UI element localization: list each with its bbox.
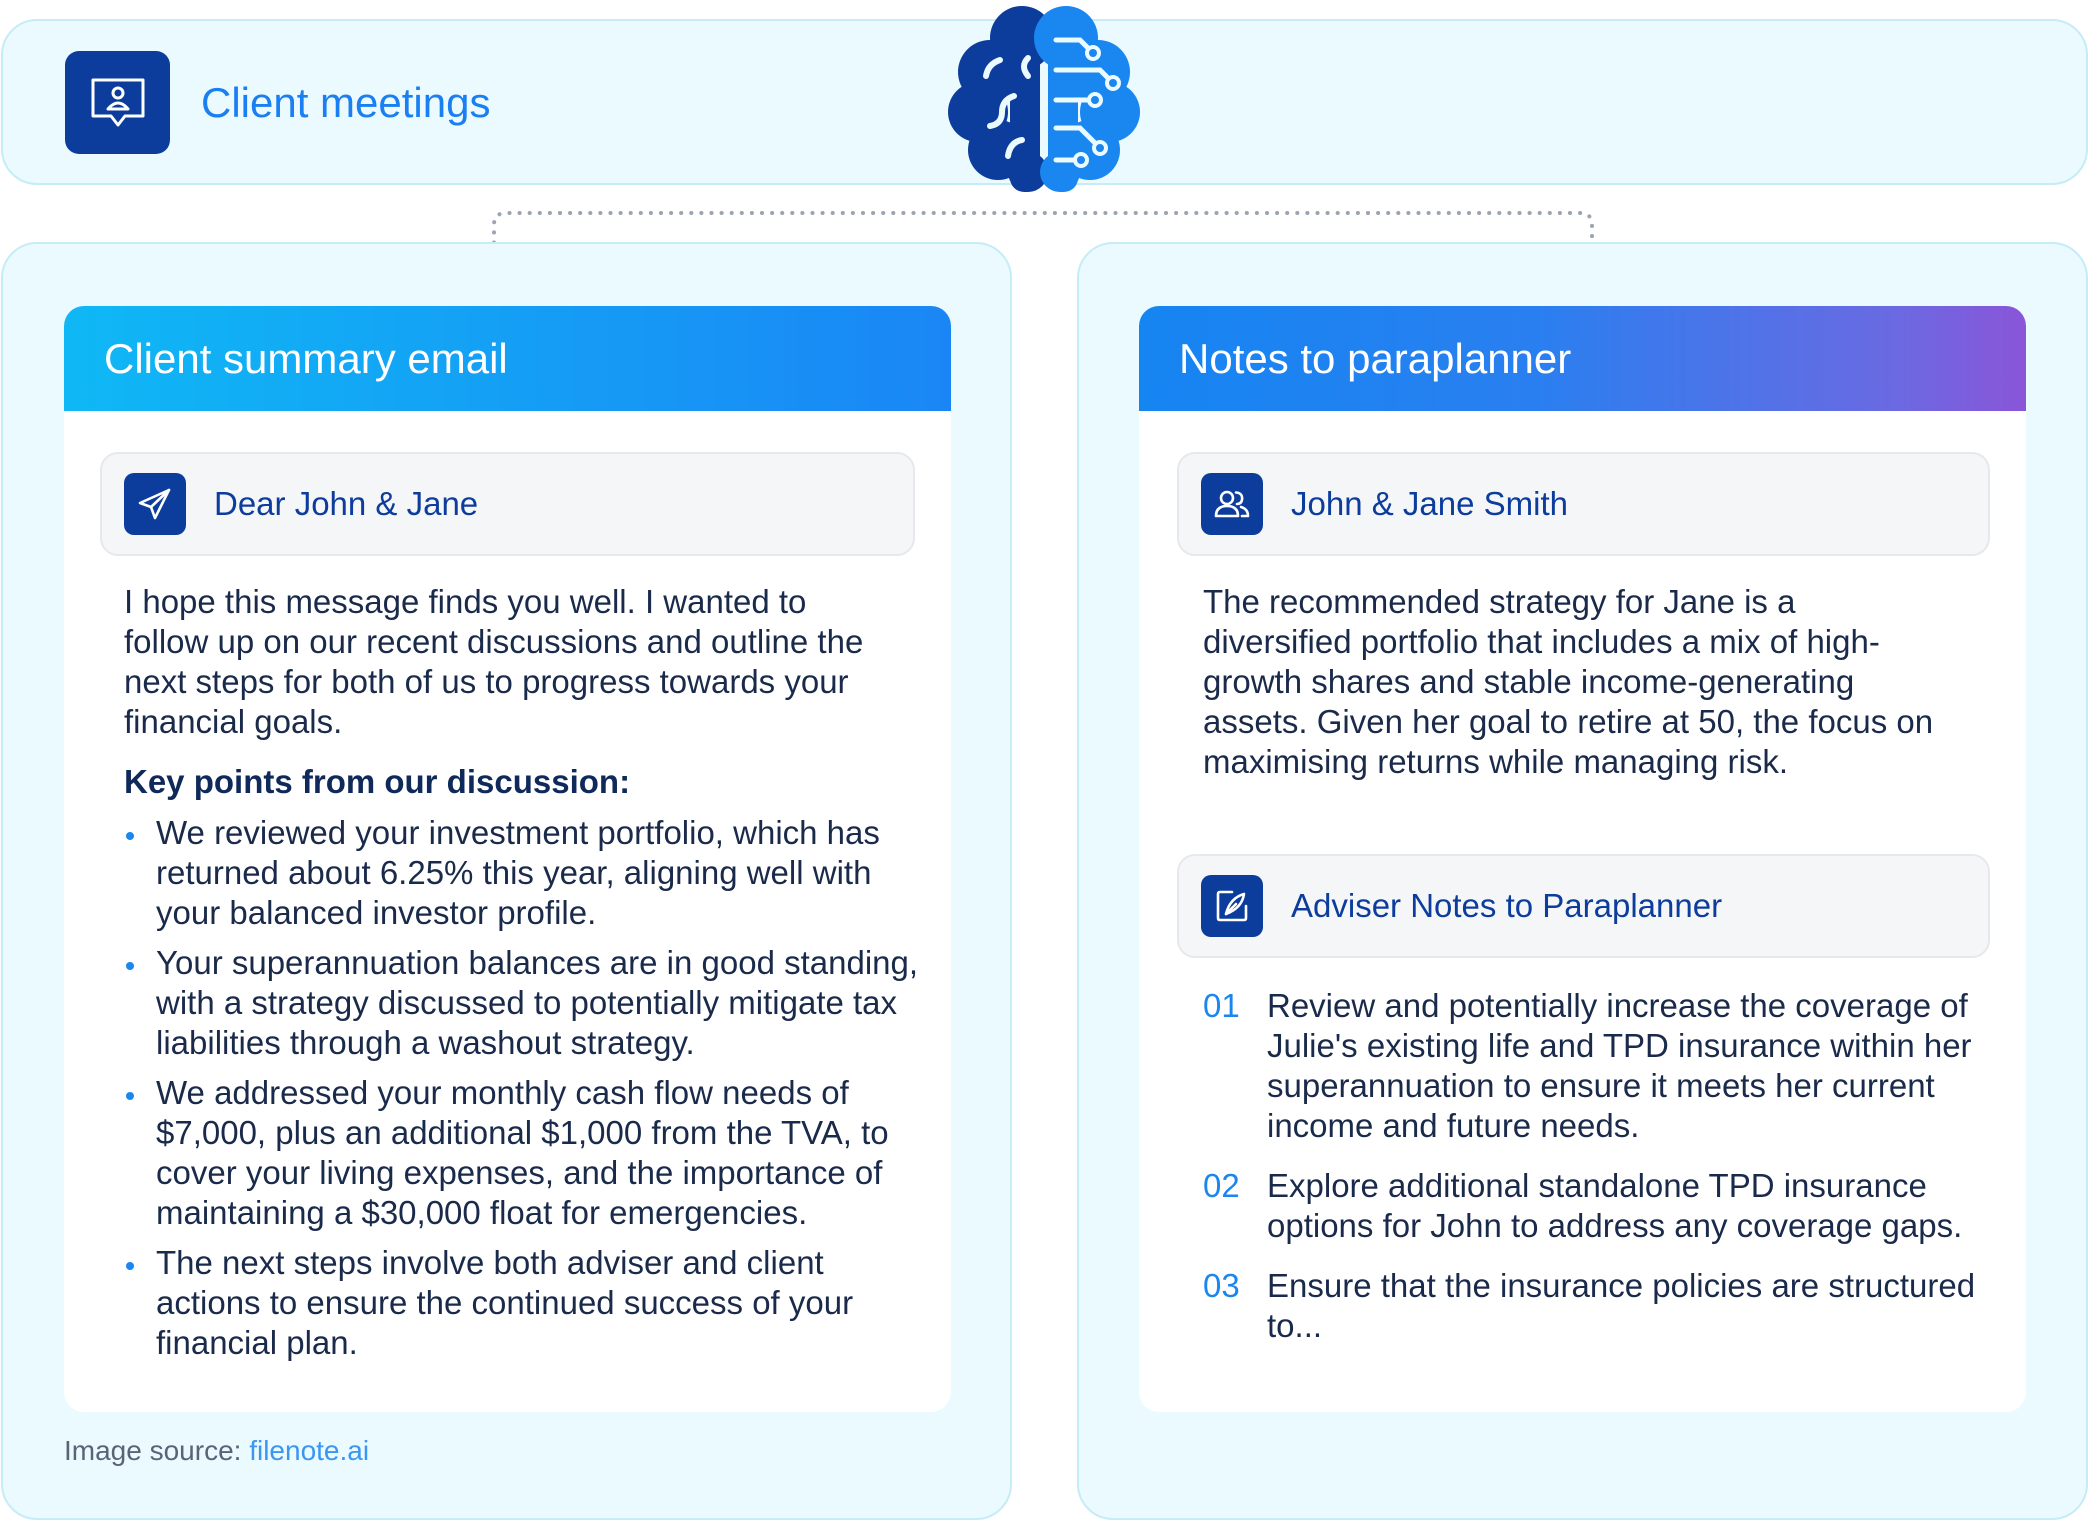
- card-header: Client summary email: [64, 306, 951, 411]
- client-name-subhead: [1177, 452, 1990, 556]
- adviser-notes-list: [1203, 986, 1993, 1366]
- paraplanner-notes-card: [1139, 306, 2026, 1412]
- item-text: Ensure that the insurance policies are structured to...: [1267, 1267, 1976, 1344]
- key-points-heading: Key points from our discussion:: [124, 763, 631, 800]
- greeting-subhead: [100, 452, 915, 556]
- item-text: Explore additional standalone TPD insurance options for John to address any coverage gaps.: [1267, 1167, 1963, 1244]
- adviser-notes-subhead: [1177, 854, 1990, 958]
- list-item: We reviewed your investment portfolio, which has returned about 6.25% this year, aligning well with your balanced investor profile.: [124, 813, 924, 933]
- item-number: 03: [1203, 1267, 1240, 1304]
- strategy-text: The recommended strategy for Jane is a diversified portfolio that includes a mix of high-growth shares and stable income-generating assets. Given her goal to retire at 50, the focus on maximising returns while managing risk.: [1203, 583, 1934, 780]
- greeting-label: Dear John & Jane: [214, 485, 479, 522]
- brain-circuit-icon: [940, 0, 1148, 200]
- key-points-list: [124, 813, 924, 1373]
- client-name-label: John & Jane Smith: [1291, 485, 1568, 522]
- users-icon: [1201, 473, 1263, 535]
- list-item: Your superannuation balances are in good standing, with a strategy discussed to potentially mitigate tax liabilities through a washout strategy.: [124, 943, 924, 1063]
- adviser-notes-label: Adviser Notes to Paraplanner: [1291, 887, 1723, 924]
- list-item: The next steps involve both adviser and client actions to ensure the continued success of your financial plan.: [124, 1243, 924, 1363]
- list-item: [1203, 1166, 1993, 1246]
- image-source: [64, 1433, 369, 1469]
- intro-text: I hope this message finds you well. I wanted to follow up on our recent discussions and outline the next steps for both of us to progress towards your financial goals.: [124, 583, 864, 740]
- chat-person-icon: [65, 51, 170, 154]
- edit-note-icon: [1201, 875, 1263, 937]
- item-number: 01: [1203, 987, 1240, 1024]
- source-label: Image source:: [64, 1435, 250, 1466]
- card-header: Notes to paraplanner: [1139, 306, 2026, 411]
- list-item: [1203, 986, 1993, 1146]
- item-text: Review and potentially increase the coverage of Julie's existing life and TPD insurance within her superannuation to ensure it meets her current income and future needs.: [1267, 987, 1972, 1144]
- page-title: Client meetings: [201, 79, 491, 126]
- client-summary-card: [64, 306, 951, 1412]
- item-number: 02: [1203, 1167, 1240, 1204]
- list-item: [1203, 1266, 1993, 1346]
- source-link[interactable]: filenote.ai: [249, 1435, 370, 1466]
- list-item: We addressed your monthly cash flow needs of $7,000, plus an additional $1,000 from the TVA, to cover your living expenses, and the importance of maintaining a $30,000 float for emergencies.: [124, 1073, 924, 1233]
- send-icon: [124, 473, 186, 535]
